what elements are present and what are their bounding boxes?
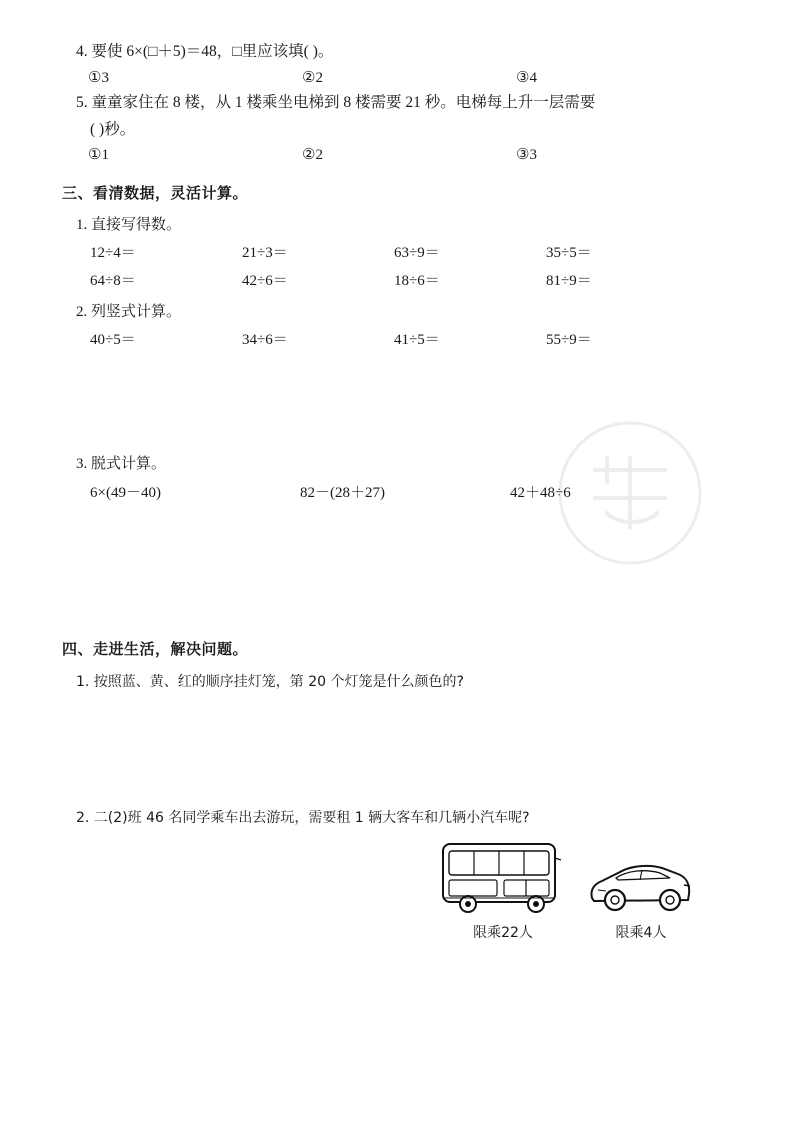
calc-row-1: [62, 241, 734, 262]
calc-item[interactable]: 21÷3＝: [242, 245, 288, 262]
calc-item[interactable]: 63÷9＝: [394, 245, 440, 262]
section-4-problem-1: 1. 按照蓝、黄、红的顺序挂灯笼，第 20 个灯笼是什么颜色的?: [76, 674, 464, 691]
calc-item[interactable]: 41÷5＝: [394, 332, 440, 349]
car-capacity-caption: 限乘4人: [615, 925, 667, 941]
section-3-sub-3: 3. 脱式计算。: [76, 456, 167, 473]
q4-option-1[interactable]: ①3: [88, 69, 109, 86]
q4-option-3[interactable]: ③4: [516, 69, 537, 86]
calc-item[interactable]: 64÷8＝: [90, 273, 136, 290]
vehicle-illustrations: [440, 838, 700, 942]
q5-option-3[interactable]: ③3: [516, 147, 537, 164]
calc-item[interactable]: 12÷4＝: [90, 245, 136, 262]
question-5-options: [62, 145, 734, 164]
calc-item[interactable]: 35÷5＝: [546, 245, 592, 262]
work-space-expression-calc: [62, 510, 734, 620]
calc-item[interactable]: 40÷5＝: [90, 332, 136, 349]
q5-option-1[interactable]: ①1: [88, 147, 109, 164]
bus-capacity-caption: 限乘22人: [473, 925, 533, 941]
section-3-title: 三、看清数据，灵活计算。: [62, 184, 249, 203]
work-space-problem-1: [62, 695, 734, 781]
q5-option-2[interactable]: ②2: [302, 147, 323, 164]
calc-item[interactable]: 82－(28＋27): [300, 485, 385, 502]
question-5-line-1: 5. 童童家住在 8 楼，从 1 楼乘坐电梯到 8 楼需要 21 秒。电梯每上升一层需要: [76, 93, 596, 111]
spacer: [62, 781, 734, 795]
section-4-title: 四、走进生活，解决问题。: [62, 640, 249, 659]
calc-item[interactable]: 55÷9＝: [546, 332, 592, 349]
car-icon: [586, 854, 696, 916]
section-3-sub-2: 2. 列竖式计算。: [76, 304, 182, 321]
work-space-vertical-calc: [62, 356, 734, 442]
section-4-problem-2: 2. 二(2)班 46 名同学乘车出去游玩，需要租 1 辆大客车和几辆小汽车呢?: [76, 810, 530, 827]
q4-option-2[interactable]: ②2: [302, 69, 323, 86]
question-4-options: [62, 68, 734, 87]
calc-row-3: [62, 328, 734, 349]
calc-row-4: [62, 481, 734, 502]
section-3-sub-1: 1. 直接写得数。: [76, 217, 182, 234]
calc-item[interactable]: 34÷6＝: [242, 332, 288, 349]
calc-item[interactable]: 81÷9＝: [546, 273, 592, 290]
question-5-line-2: ( )秒。: [90, 120, 136, 138]
calc-item[interactable]: 42＋48÷6: [510, 485, 571, 502]
worksheet-content: [62, 40, 734, 831]
calc-row-2: [62, 269, 734, 290]
question-4-text: 4. 要使 6×(□＋5)＝48，□里应该填( )。: [76, 43, 334, 60]
calc-item[interactable]: 18÷6＝: [394, 273, 440, 290]
bus-icon: [440, 838, 566, 916]
calc-item[interactable]: 42÷6＝: [242, 273, 288, 290]
calc-item[interactable]: 6×(49－40): [90, 485, 161, 502]
